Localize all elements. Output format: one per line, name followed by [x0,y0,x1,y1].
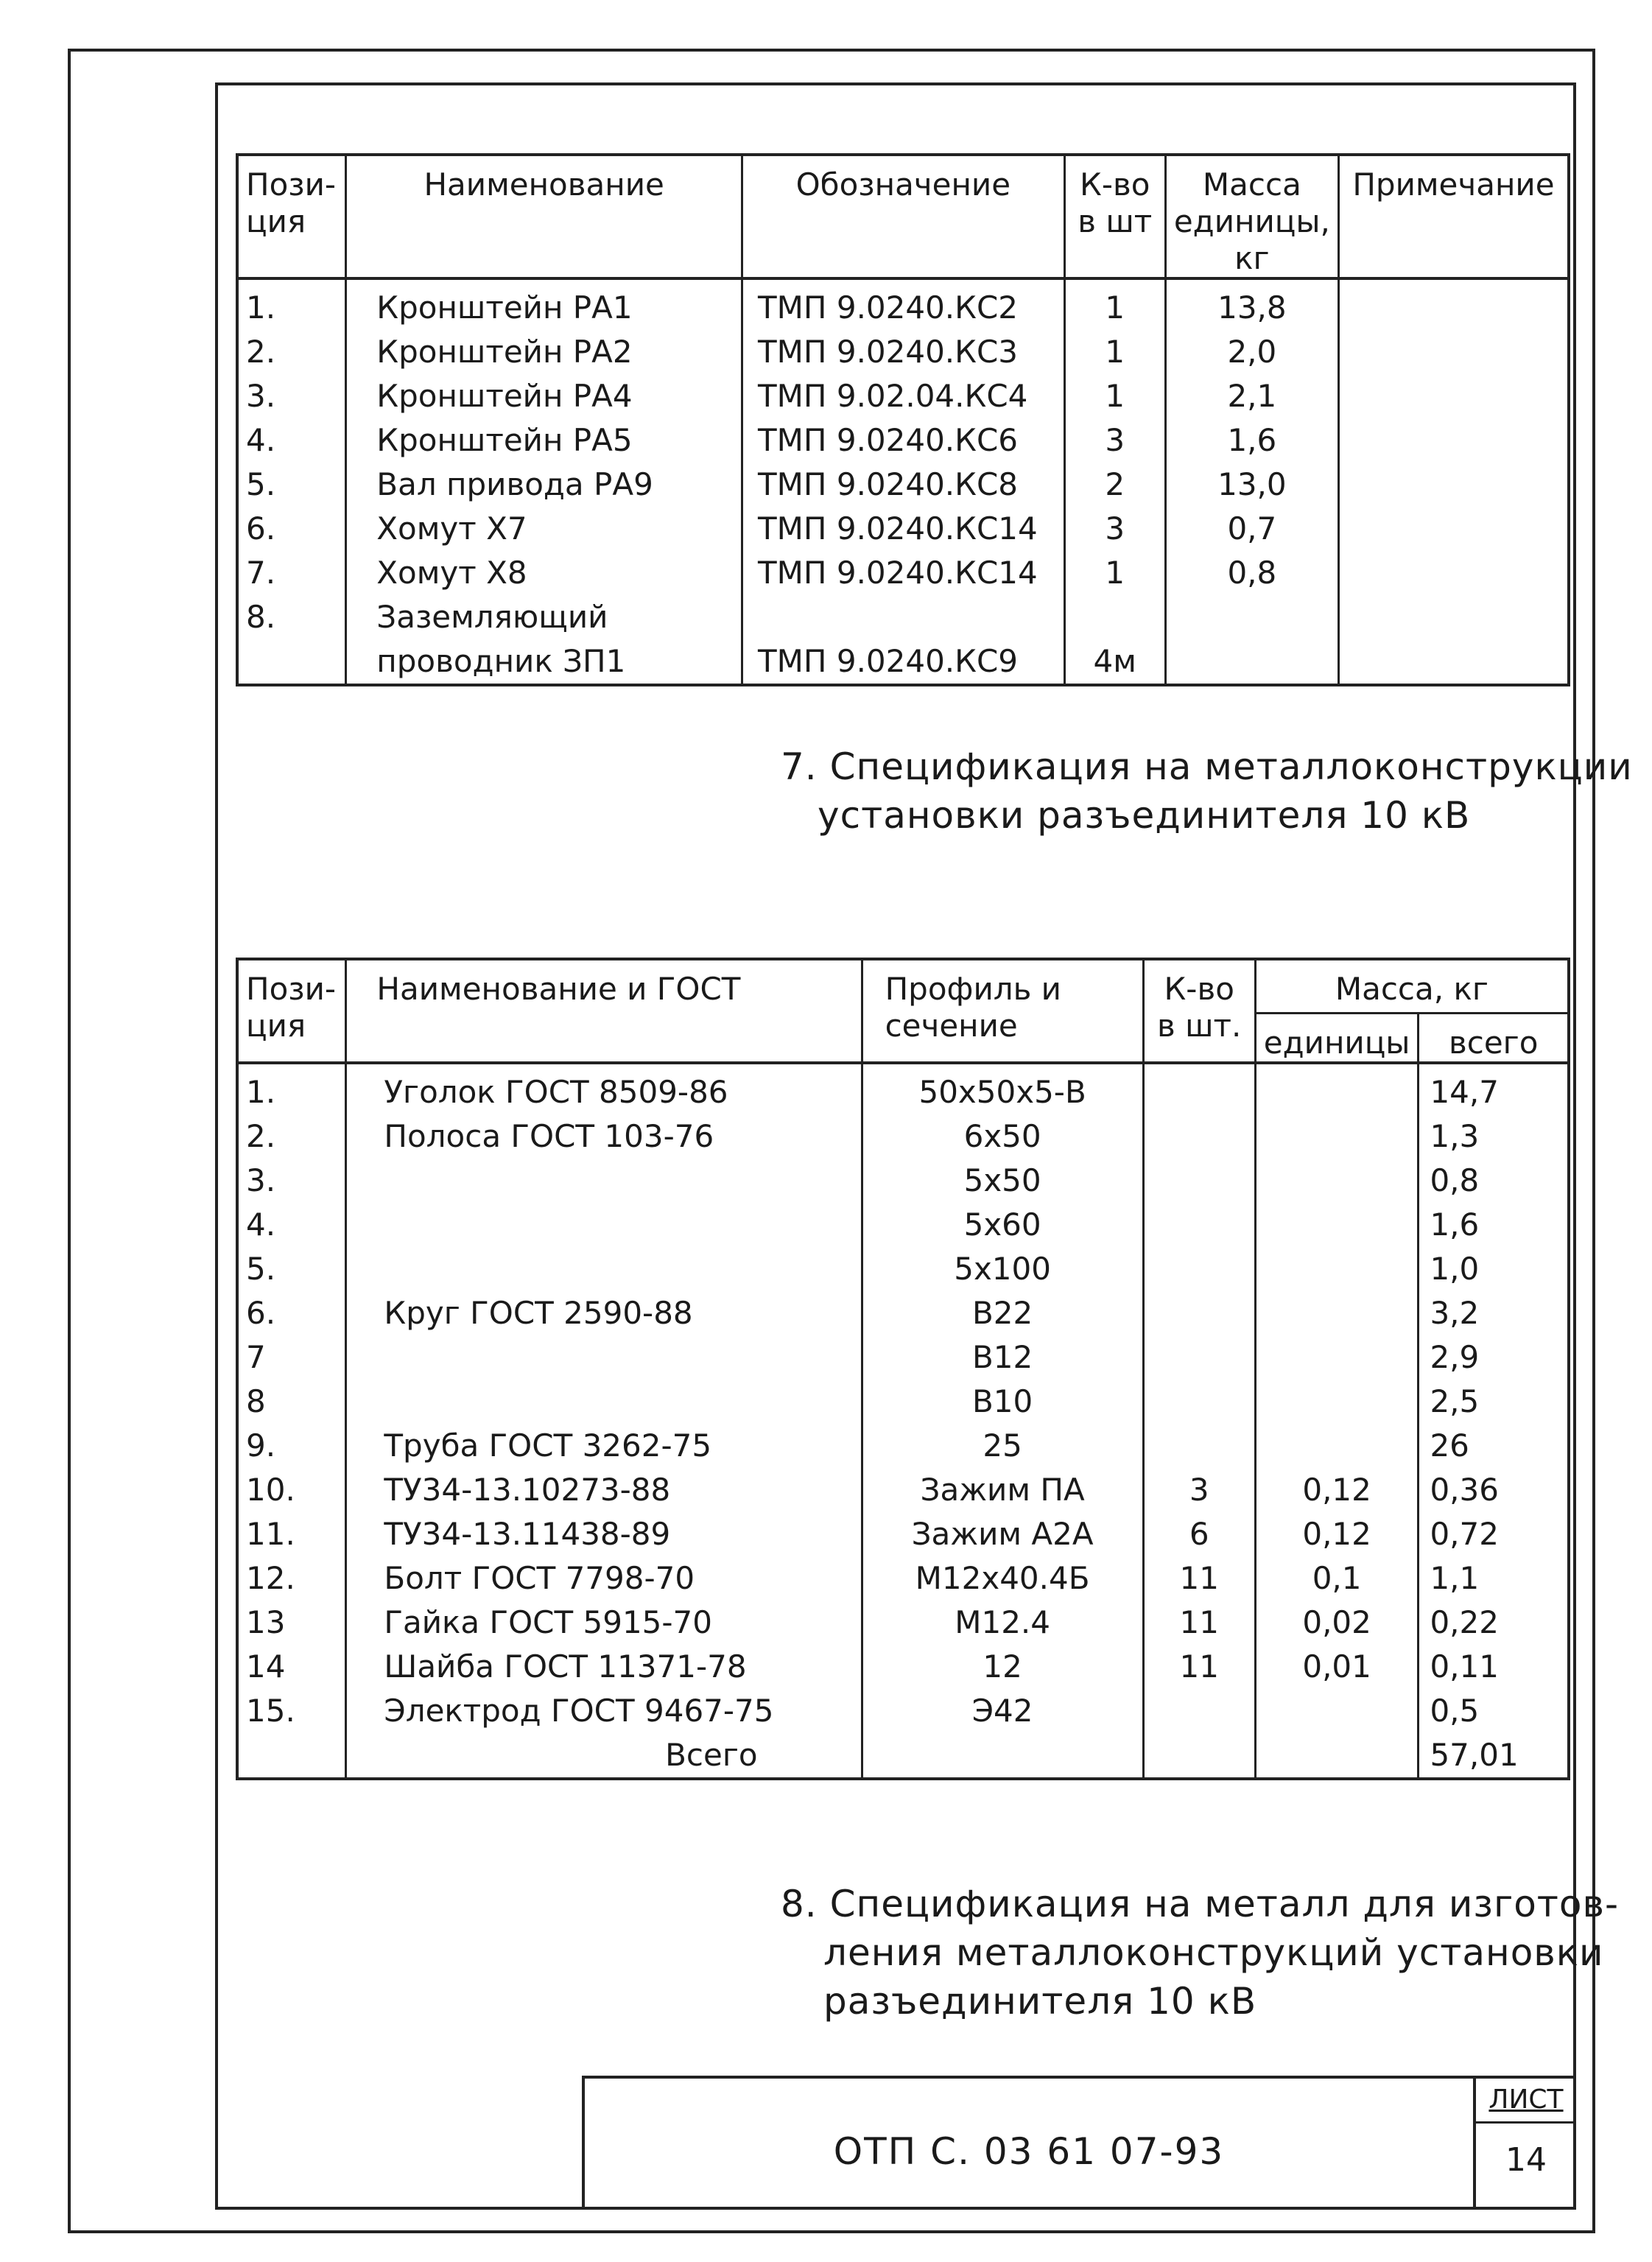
table-cell: 0,8 [1165,551,1338,595]
table-cell: М12х40.4Б [862,1556,1143,1601]
caption-spec-8-line1: 8. Спецификация на металл для изготов- [781,1883,1620,1925]
table-cell: 1,0 [1419,1247,1569,1291]
table-cell [1255,1335,1419,1380]
table-cell [1143,1247,1255,1291]
header-designation: Обозначение [742,155,1065,278]
table-row [237,1203,1569,1247]
table-cell: 2,0 [1165,330,1338,374]
table-cell: ТМП 9.0240.КС3 [742,330,1065,374]
sheet-box [1473,2079,1576,2210]
table-cell: Заземляющий [346,595,742,639]
spec-table-metal [236,958,1570,1780]
table-cell: ТМП 9.0240.КС2 [742,278,1065,330]
table-cell: 0,72 [1419,1512,1569,1556]
table-row [237,374,1569,418]
table-cell [1143,1733,1255,1779]
table-cell: 7. [237,551,346,595]
table-cell: 1,6 [1419,1203,1569,1247]
table-row [237,1468,1569,1512]
table-cell: 6. [237,1291,346,1335]
table-cell: М12.4 [862,1601,1143,1645]
table-row [237,330,1569,374]
table-cell [1255,1247,1419,1291]
table-cell: ТМП 9.0240.КС9 [742,639,1065,685]
table-cell: Всего [346,1733,862,1779]
table-cell: 3. [237,374,346,418]
table-cell: 25 [862,1424,1143,1468]
table-cell [1255,1203,1419,1247]
table-row [237,1247,1569,1291]
table-cell [1338,463,1569,507]
table-cell: 57,01 [1419,1733,1569,1779]
table-cell: 0,12 [1255,1512,1419,1556]
table-cell [237,639,346,685]
table-row [237,595,1569,639]
table-cell: 11 [1143,1601,1255,1645]
table-cell: 6. [237,507,346,551]
header-note: Примечание [1338,155,1569,278]
header-mass-total: всего [1419,1014,1569,1064]
table-cell [1338,595,1569,639]
table-row [237,1063,1569,1114]
table-cell: проводник ЗП1 [346,639,742,685]
table-cell: Вал привода РА9 [346,463,742,507]
sheet-label: ЛИСТ [1476,2079,1576,2124]
header-profile: Профиль и сечение [862,959,1143,1063]
table-row [237,278,1569,330]
table-cell: Полоса ГОСТ 103-76 [346,1114,862,1159]
header-mass: Масса, кг [1255,959,1569,1014]
table-cell: 1 [1064,551,1165,595]
table-row [237,507,1569,551]
table-cell: 1 [1064,278,1165,330]
table-cell [1165,639,1338,685]
total-row [237,1733,1569,1779]
table-row [237,639,1569,685]
table-cell: 6 [1143,1512,1255,1556]
table-row [237,1291,1569,1335]
table-cell: 13 [237,1601,346,1645]
table-cell: 1 [1064,374,1165,418]
table-cell [346,1159,862,1203]
caption-spec-8-line3: разъединителя 10 кВ [823,1980,1257,2023]
table2-header-row [237,959,1569,1014]
table-row [237,1556,1569,1601]
table-row [237,1114,1569,1159]
table-cell [1143,1335,1255,1380]
table-cell: ТМП 9.0240.КС14 [742,551,1065,595]
table-cell: 5х50 [862,1159,1143,1203]
spec-table-metal-structures [236,153,1570,686]
table-cell [1338,507,1569,551]
table-cell: В22 [862,1291,1143,1335]
header-position: Пози- ция [237,155,346,278]
table-cell: Электрод ГОСТ 9467-75 [346,1689,862,1733]
header-mass-unit: единицы [1255,1014,1419,1064]
table-cell: 26 [1419,1424,1569,1468]
table-cell: 9. [237,1424,346,1468]
table-cell [1338,551,1569,595]
table-cell: ТМП 9.0240.КС14 [742,507,1065,551]
table-cell: 1,1 [1419,1556,1569,1601]
table-cell: 11 [1143,1556,1255,1601]
header-quantity: К-во в шт [1064,155,1165,278]
table-cell [237,1733,346,1779]
table-cell: ТУ34-13.11438-89 [346,1512,862,1556]
table-row [237,1512,1569,1556]
table-cell: 14,7 [1419,1063,1569,1114]
table-cell [346,1247,862,1291]
table-cell: 0,12 [1255,1468,1419,1512]
table-cell [346,1380,862,1424]
table-cell: 0,1 [1255,1556,1419,1601]
table-cell: Зажим А2А [862,1512,1143,1556]
table-cell: Шайба ГОСТ 11371-78 [346,1645,862,1689]
table-cell: 13,0 [1165,463,1338,507]
table-cell: 0,22 [1419,1601,1569,1645]
table-cell [1165,595,1338,639]
table-cell: В12 [862,1335,1143,1380]
table-cell: 15. [237,1689,346,1733]
table-cell [1143,1159,1255,1203]
table-cell: 50х50х5-В [862,1063,1143,1114]
table-cell: 4м [1064,639,1165,685]
table-cell: Болт ГОСТ 7798-70 [346,1556,862,1601]
table-cell: 3. [237,1159,346,1203]
table-cell: 3 [1064,507,1165,551]
table-cell: 11. [237,1512,346,1556]
table-cell: 0,5 [1419,1689,1569,1733]
table-cell: 8 [237,1380,346,1424]
table-cell [1255,1159,1419,1203]
table-row [237,1159,1569,1203]
table-cell: 0,7 [1165,507,1338,551]
table-cell: 10. [237,1468,346,1512]
title-block [582,2076,1576,2210]
table-cell: Э42 [862,1689,1143,1733]
table-cell [1255,1063,1419,1114]
table-cell: 2 [1064,463,1165,507]
table-row [237,1601,1569,1645]
table-cell [1255,1291,1419,1335]
header-unit-mass: Масса единицы, кг [1165,155,1338,278]
table-cell: ТМП 9.02.04.КС4 [742,374,1065,418]
table-cell: 3 [1143,1468,1255,1512]
table-cell: Гайка ГОСТ 5915-70 [346,1601,862,1645]
table-cell: Кронштейн РА2 [346,330,742,374]
table-cell: 5х60 [862,1203,1143,1247]
table-cell: 14 [237,1645,346,1689]
table-cell: 4. [237,418,346,463]
table-cell: 5х100 [862,1247,1143,1291]
table-row [237,463,1569,507]
table-cell [1143,1424,1255,1468]
table-cell [1143,1114,1255,1159]
table-cell: 1,3 [1419,1114,1569,1159]
table-cell [1255,1424,1419,1468]
table-cell: 5. [237,1247,346,1291]
table-cell: В10 [862,1380,1143,1424]
table-cell: 2,1 [1165,374,1338,418]
table-cell [862,1733,1143,1779]
table-row [237,418,1569,463]
table-cell: Круг ГОСТ 2590-88 [346,1291,862,1335]
table-cell [1338,330,1569,374]
table-cell: 0,02 [1255,1601,1419,1645]
table-cell: 12 [862,1645,1143,1689]
table-cell [346,1335,862,1380]
table-cell [1143,1063,1255,1114]
table-cell: 6х50 [862,1114,1143,1159]
table-cell: 3 [1064,418,1165,463]
table-cell [1143,1689,1255,1733]
table-cell: 2,9 [1419,1335,1569,1380]
caption-spec-7-line2: установки разъединителя 10 кВ [818,794,1471,837]
table-row [237,1424,1569,1468]
table-cell: 1. [237,1063,346,1114]
table-cell: 0,8 [1419,1159,1569,1203]
table-cell: 11 [1143,1645,1255,1689]
header-name-gost: Наименование и ГОСТ [346,959,862,1063]
table-cell: Хомут Х7 [346,507,742,551]
table-cell: Кронштейн РА4 [346,374,742,418]
table-cell: 2,5 [1419,1380,1569,1424]
table-cell: ТМП 9.0240.КС6 [742,418,1065,463]
table-cell: ТУ34-13.10273-88 [346,1468,862,1512]
table-cell: 1. [237,278,346,330]
table-cell: 1,6 [1165,418,1338,463]
table-cell: Зажим ПА [862,1468,1143,1512]
table-cell: Хомут Х8 [346,551,742,595]
table-cell [742,595,1065,639]
table-cell: 8. [237,595,346,639]
table-cell: Труба ГОСТ 3262-75 [346,1424,862,1468]
table-row [237,1335,1569,1380]
table-cell: 5. [237,463,346,507]
table-cell: 12. [237,1556,346,1601]
caption-spec-7-line1: 7. Спецификация на металлоконструкции [781,745,1633,788]
caption-spec-7 [781,742,1633,840]
table-row [237,551,1569,595]
header-position: Пози- ция [237,959,346,1063]
table-cell [1143,1291,1255,1335]
table-cell [1255,1689,1419,1733]
caption-spec-8 [781,1880,1619,2026]
header-quantity: К-во в шт. [1143,959,1255,1063]
table-cell: 2. [237,1114,346,1159]
table-cell [1338,418,1569,463]
caption-spec-8-line2: ления металлоконструкций установки [823,1931,1604,1974]
table-row [237,1380,1569,1424]
table-cell: 0,36 [1419,1468,1569,1512]
table-cell: 1 [1064,330,1165,374]
table-cell [1255,1114,1419,1159]
table-cell [1338,639,1569,685]
table-cell: 2. [237,330,346,374]
table-cell [346,1203,862,1247]
table-cell: 0,01 [1255,1645,1419,1689]
table-cell: Кронштейн РА5 [346,418,742,463]
table-cell [1064,595,1165,639]
table-row [237,1645,1569,1689]
table-cell [1338,374,1569,418]
table-cell: Уголок ГОСТ 8509-86 [346,1063,862,1114]
table-cell: 3,2 [1419,1291,1569,1335]
sheet-number: 14 [1505,2141,1547,2179]
table-cell: Кронштейн РА1 [346,278,742,330]
table1-header-row [237,155,1569,278]
table-cell: 0,11 [1419,1645,1569,1689]
document-code: ОТП С. 03 61 07-93 [833,2130,1225,2173]
table-cell: 13,8 [1165,278,1338,330]
table-cell [1143,1380,1255,1424]
table-cell [1143,1203,1255,1247]
table-cell [1255,1380,1419,1424]
header-name: Наименование [346,155,742,278]
table-cell [1338,278,1569,330]
table-cell: 4. [237,1203,346,1247]
table-cell [1255,1733,1419,1779]
table-row [237,1689,1569,1733]
table-cell: 7 [237,1335,346,1380]
table-cell: ТМП 9.0240.КС8 [742,463,1065,507]
